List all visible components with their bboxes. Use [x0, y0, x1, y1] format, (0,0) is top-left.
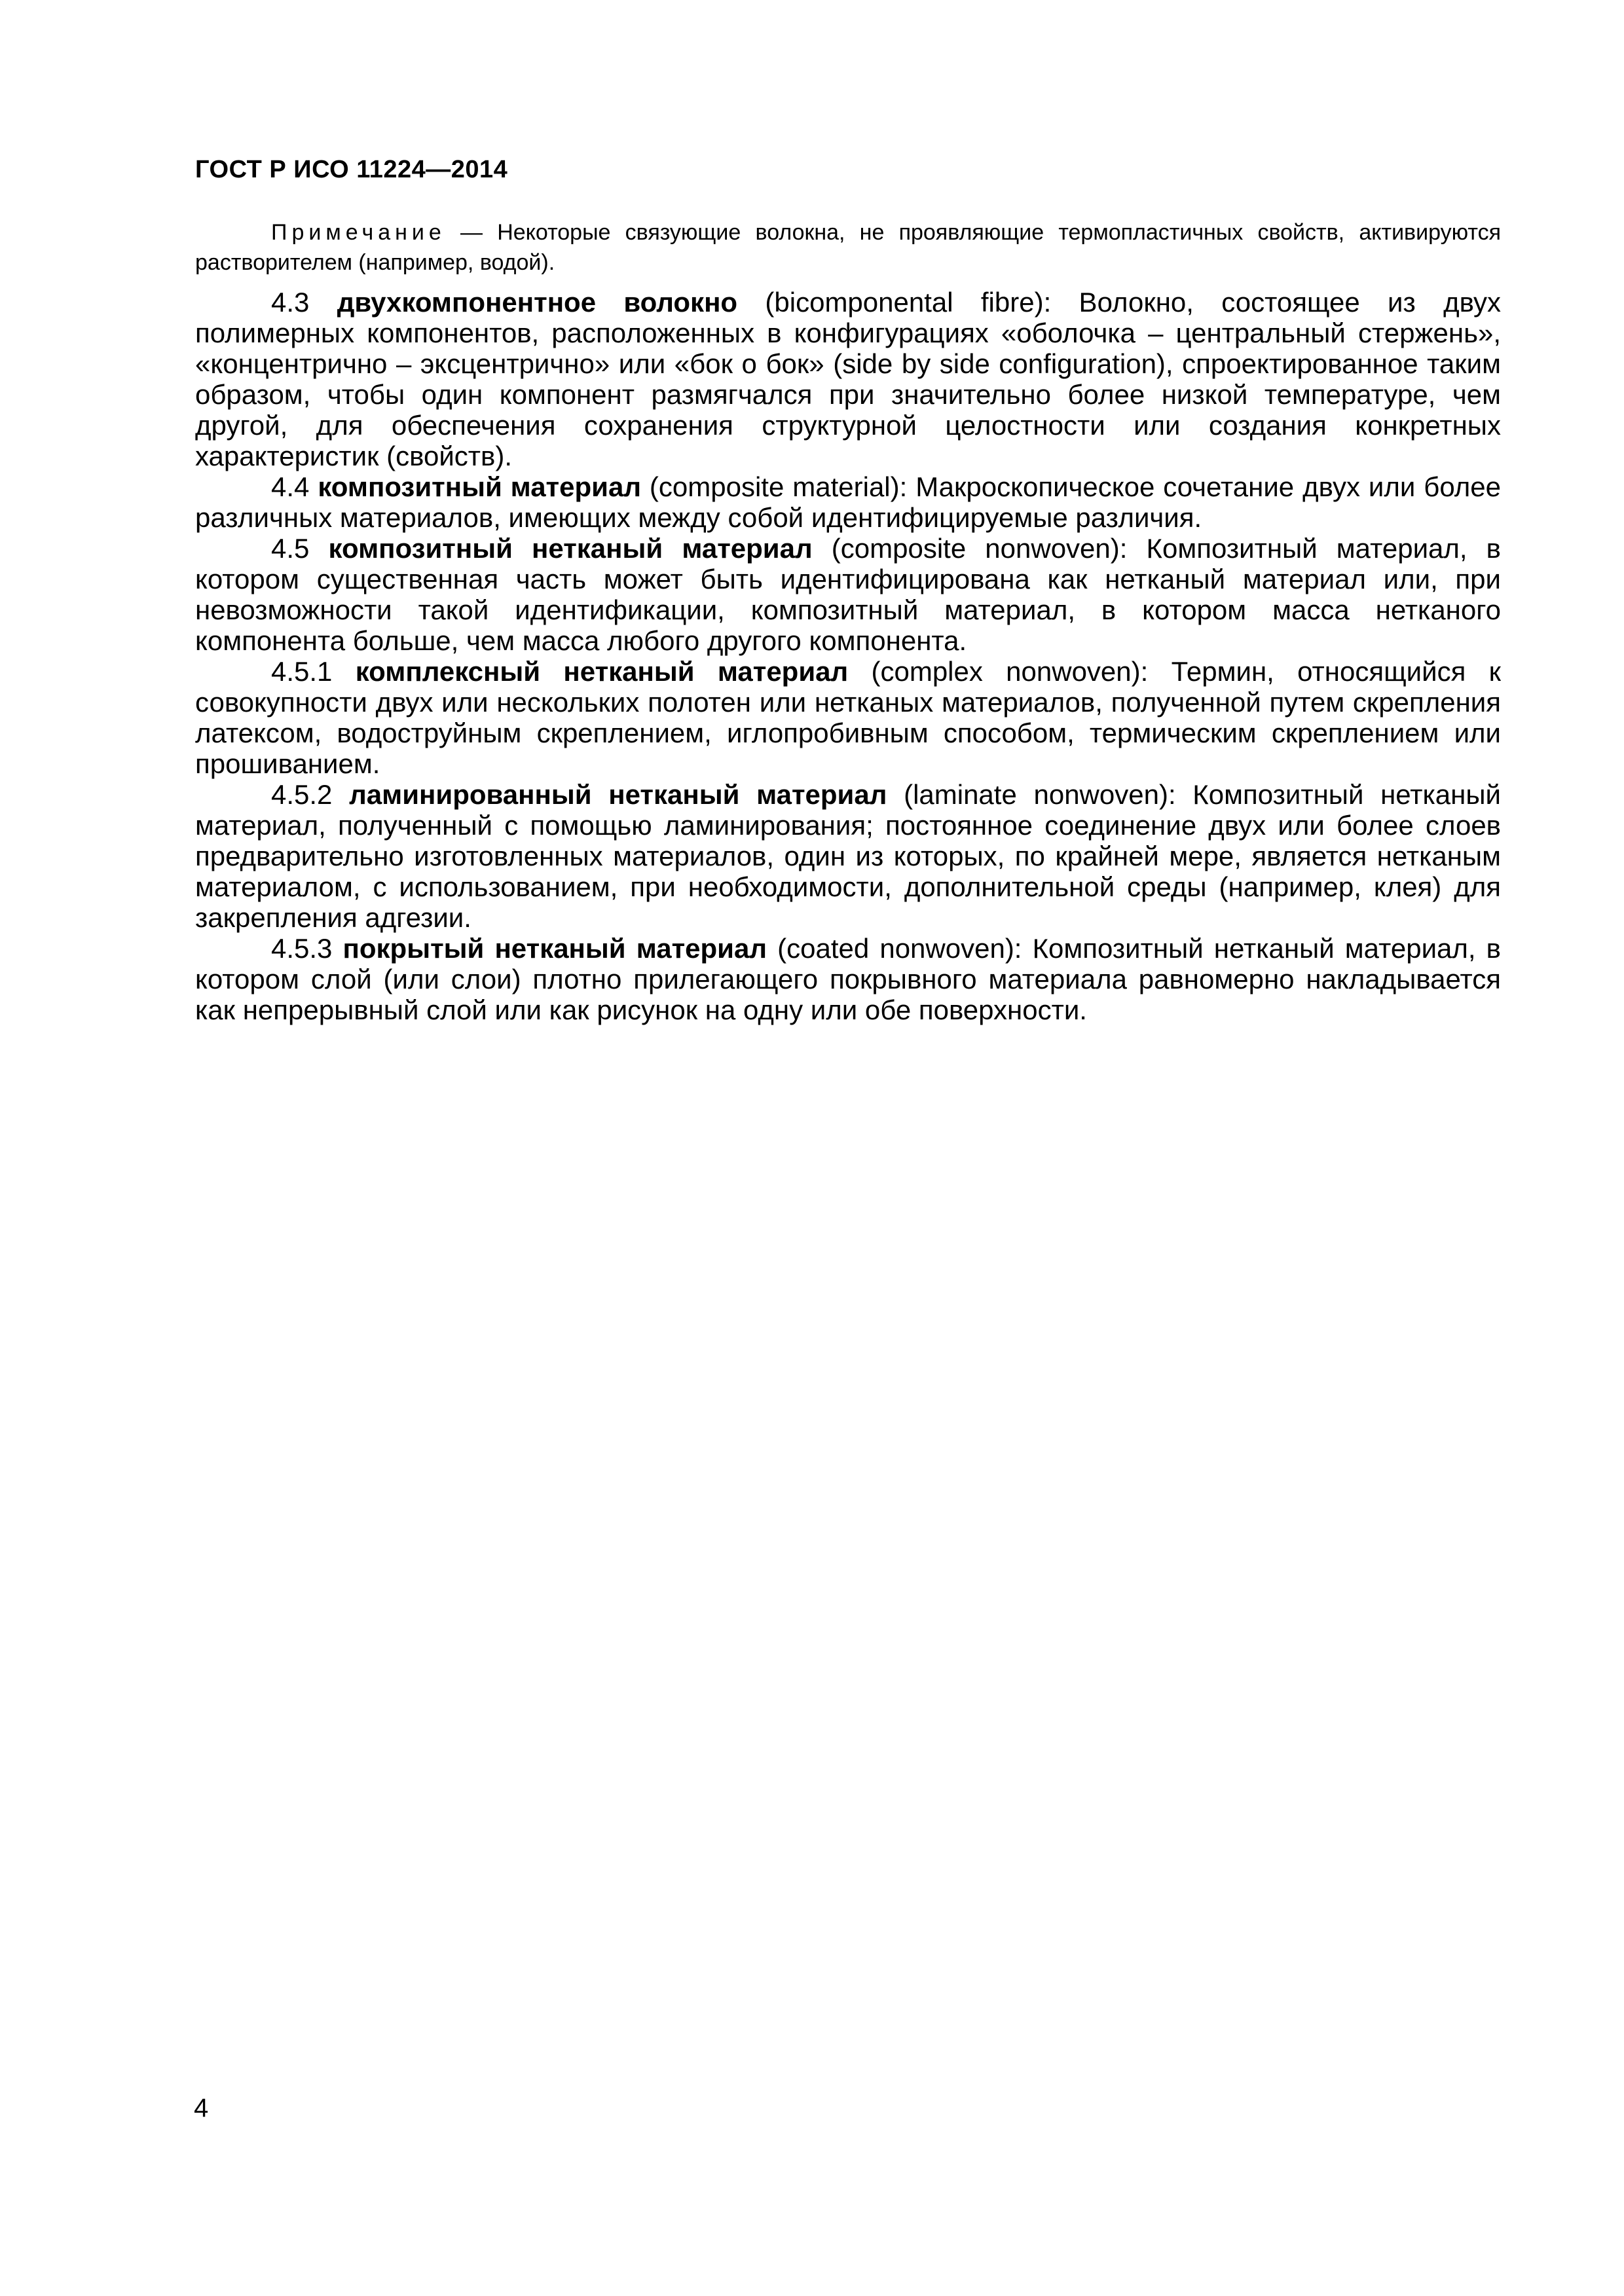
- entry-term: комплексный нетканый материал: [355, 656, 849, 687]
- term-entry-4-4: [195, 471, 1501, 533]
- term-entry-4-5-1: [195, 656, 1501, 779]
- entry-term: покрытый нетканый материал: [342, 933, 767, 964]
- entry-term: композитный нетканый материал: [328, 533, 813, 564]
- entry-definition: (coated nonwoven): Композитный нетканый материал, в котором слой (или слои) плотно прилегающего покрывного материала равномерно накладывается как непрерывный слой или как рисунок на одну или обе поверхности.: [195, 933, 1501, 1025]
- entry-definition: (bicomponental fibre): Волокно, состоящее из двух полимерных компонентов, расположенных в конфигурациях «оболочка – центральный стержень», «концентрично – эксцентрично» или «бок о бок» (side by side configuration), спроектированное таким образом, чтобы один компонент размягчался при значительно более низкой температуре, чем другой, для обеспечения сохранения структурной целостности или создания конкретных характеристик (свойств).: [195, 287, 1501, 471]
- entry-number: 4.5.1: [271, 656, 356, 687]
- entry-definition: (complex nonwoven): Термин, относящийся к совокупности двух или нескольких полотен или нетканых материалов, полученной путем скрепления латексом, водоструйным скреплением, иглопробивным способом, термическим скреплением или прошиванием.: [195, 656, 1501, 779]
- term-entry-4-5: [195, 533, 1501, 656]
- term-entry-4-5-3: [195, 933, 1501, 1025]
- entry-term: ламинированный нетканый материал: [349, 779, 887, 810]
- entry-number: 4.5.2: [271, 779, 350, 810]
- entry-number: 4.4: [271, 471, 318, 502]
- entry-number: 4.3: [271, 287, 337, 318]
- term-entry-4-3: [195, 287, 1501, 471]
- entry-definition: (laminate nonwoven): Композитный нетканый материал, полученный с помощью ламинирования; постоянное соединение двух или более слоев предварительно изготовленных материалов, один из которых, по крайней мере, является нетканым материалом, с использованием, при необходимости, дополнительной среды (например, клея) для закрепления адгезии.: [195, 779, 1501, 933]
- entry-definition: (composite nonwoven): Композитный материал, в котором существенная часть может быть идентифицирована как нетканый материал или, при невозможности такой идентификации, композитный материал, в котором масса нетканого компонента больше, чем масса любого другого компонента.: [195, 533, 1501, 656]
- page-number: 4: [194, 2094, 209, 2123]
- entry-term: композитный материал: [318, 471, 641, 502]
- entry-term: двухкомпонентное волокно: [337, 287, 738, 318]
- entry-number: 4.5: [271, 533, 329, 564]
- note-paragraph: [195, 217, 1501, 278]
- note-label: Примечание: [271, 220, 446, 245]
- entry-definition: (composite material): Макроскопическое сочетание двух или более различных материалов, имеющих между собой идентифицируемые различия.: [195, 471, 1501, 533]
- document-header: ГОСТ Р ИСО 11224—2014: [195, 156, 508, 183]
- term-entry-4-5-2: [195, 779, 1501, 933]
- document-body: [195, 217, 1501, 1025]
- note-text: — Некоторые связующие волокна, не проявляющие термопластичных свойств, активируются растворителем (например, водой).: [195, 220, 1501, 275]
- entry-number: 4.5.3: [271, 933, 343, 964]
